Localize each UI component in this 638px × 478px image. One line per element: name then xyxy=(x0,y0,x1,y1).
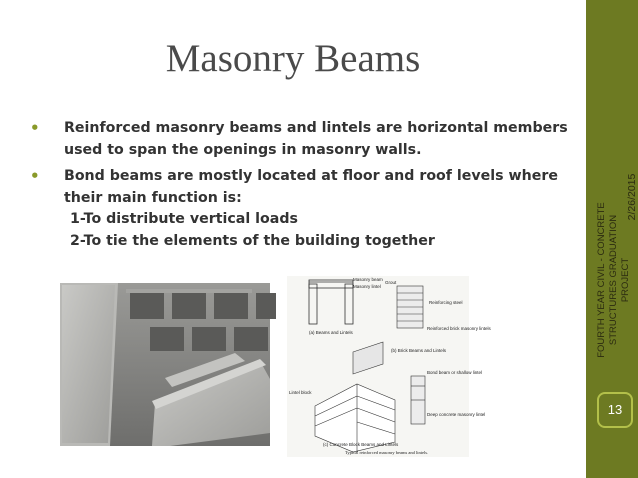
sub-item: 2-To tie the elements of the building together xyxy=(70,232,435,249)
bullet-list xyxy=(30,118,575,257)
page-number-badge: 13 xyxy=(597,392,633,428)
caption-c: (c) Concrete Block Beams and Lintels xyxy=(323,442,399,447)
masonry-beams-diagram xyxy=(287,276,491,457)
footer-line: PROJECT xyxy=(620,257,631,303)
label-reinforcing-steel: Reinforcing steel xyxy=(429,300,463,305)
label-deep-lintel: Deep concrete masonry lintel xyxy=(427,412,486,417)
caption-b: (b) Brick Beams and Lintels xyxy=(391,348,447,353)
slide-date: 2/26/2015 xyxy=(626,173,638,221)
sub-item: 1-To distribute vertical loads xyxy=(70,211,298,227)
label-bond-beam: Bond beam or shallow lintel xyxy=(427,370,483,375)
slide-title: Masonry Beams xyxy=(165,37,421,80)
bullet-text: Bond beams are mostly located at floor and roof levels where their main function is: xyxy=(64,168,558,206)
bullet-item xyxy=(30,118,575,161)
slide-footer xyxy=(596,200,632,360)
figure-caption: Typical reinforced masonry beams and lintels. xyxy=(345,450,429,455)
bullet-dot-icon: • xyxy=(30,167,40,185)
label-lintel-block: Lintel block xyxy=(289,390,312,395)
concrete-blocks-photo xyxy=(60,283,270,446)
footer-line: STRUCTURES GRADUATION xyxy=(608,214,619,346)
label-reinforced-brick-lintels: Reinforced brick masonry lintels xyxy=(427,326,491,331)
bullet-text: Reinforced masonry beams and lintels are horizontal members used to span the openings in masonry walls. xyxy=(64,120,568,158)
bullet-dot-icon: • xyxy=(30,119,40,137)
bullet-item xyxy=(30,166,575,252)
label-masonry-lintel: Masonry lintel xyxy=(353,284,381,289)
footer-line: FOURTH YEAR CIVIL - CONCRETE xyxy=(596,202,607,358)
caption-a: (a) Beams and Lintels xyxy=(309,330,353,335)
label-masonry-beam: Masonry beam xyxy=(353,277,383,282)
label-grout: Grout xyxy=(385,280,397,285)
